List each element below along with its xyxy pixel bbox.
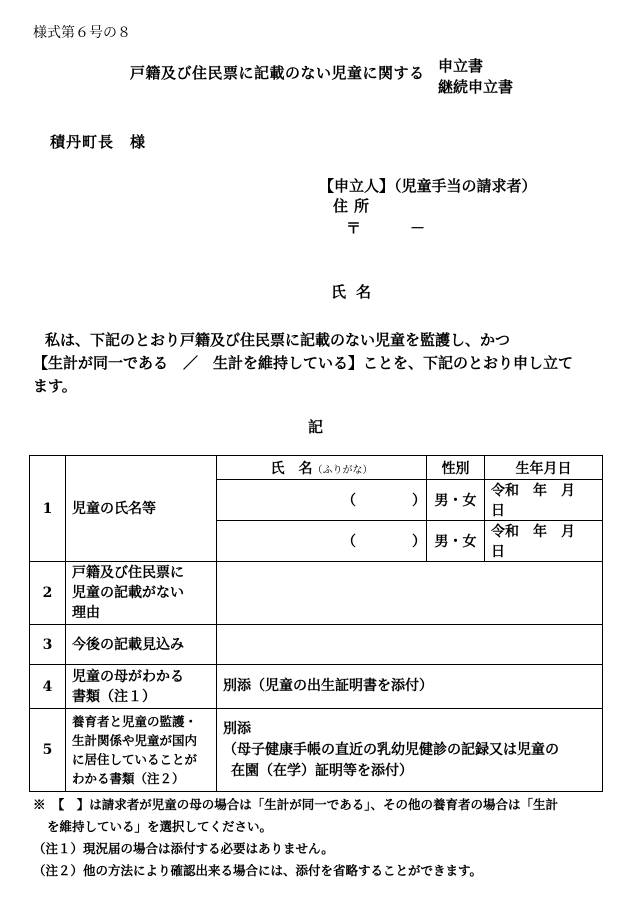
label-line: 児童の母がわかる [72, 668, 184, 685]
table-row [30, 709, 603, 792]
kana-parentheses: （ ） [342, 493, 426, 509]
label-line: に居住していることが [72, 752, 198, 767]
ki-heading: 記 [308, 418, 324, 436]
content-line: 別添 [223, 720, 251, 737]
table-row [30, 562, 603, 625]
label-line: 児童の記載がない [72, 585, 184, 601]
label-line: 生計関係や児童が国内 [72, 733, 198, 748]
note-line: （注２）他の方法により確認出来る場合には、添付を省略することができます。 [33, 863, 483, 878]
postal-dash: － [410, 219, 426, 237]
statement-line-1: 私は、下記のとおり戸籍及び住民票に記載のない児童を監護し、かつ [45, 331, 511, 349]
row-label-future-prospect: 今後の記載見込み [66, 625, 217, 665]
row-label-mother-docs [66, 665, 217, 709]
reason-field[interactable] [217, 562, 603, 625]
mother-docs-content: 別添（児童の出生証明書を添付） [217, 665, 603, 709]
note-line: ※ 【 】は請求者が児童の母の場合は「生計が同一である」、その他の養育者の場合は「生計 [33, 797, 559, 812]
statement-text [33, 329, 608, 398]
col-header-birthdate: 生年月日 [485, 456, 603, 480]
note-line: を維持している」を選択してください。 [47, 819, 273, 834]
doc-type-continuation: 継続申立書 [438, 78, 514, 96]
content-line: （母子健康手帳の直近の乳幼児健診の記録又は児童の [223, 741, 559, 758]
gender-choice[interactable]: 男・女 [427, 521, 485, 562]
label-line: わかる書類（注２） [72, 771, 185, 786]
kana-parentheses: （ ） [342, 534, 426, 550]
applicant-heading: 【申立人】（児童手当の請求者） [319, 177, 537, 195]
row-number: 5 [30, 709, 66, 792]
row-number: 4 [30, 665, 66, 709]
document-title: 戸籍及び住民票に記載のない児童に関する [130, 64, 425, 82]
row-number: 3 [30, 625, 66, 665]
form-number: 様式第６号の８ [33, 25, 131, 41]
postal-mark: 〒 [346, 219, 362, 237]
notes [33, 794, 608, 882]
col-header-name [217, 456, 427, 480]
label-line: 養育者と児童の監護・ [72, 714, 198, 729]
label-line: 理由 [72, 605, 100, 621]
row-label-reason [66, 562, 217, 625]
row-label-custody-docs [66, 709, 217, 792]
birthdate-field[interactable]: 令和 年 月 日 [485, 480, 603, 521]
gender-choice[interactable]: 男・女 [427, 480, 485, 521]
custody-docs-content [217, 709, 603, 792]
doc-type-application: 申立書 [438, 57, 484, 75]
col-name-text: 氏 名 [270, 460, 313, 477]
birthdate-field[interactable]: 令和 年 月 日 [485, 521, 603, 562]
table-row [30, 625, 603, 665]
name-label: 氏名 [331, 283, 382, 301]
label-line: 戸籍及び住民票に [72, 565, 184, 581]
label-line: 書類（注１） [72, 688, 156, 705]
child-name-field[interactable] [217, 480, 427, 521]
row-label-child-name: 児童の氏名等 [66, 456, 217, 562]
row-number: 1 [30, 456, 66, 562]
col-name-kana: （ふりがな） [312, 464, 373, 476]
statement-line-2: 【生計が同一である ／ 生計を維持している】ことを、下記のとおり申し立て [33, 354, 574, 372]
note-line: （注１）現況届の場合は添付する必要はありません。 [33, 841, 334, 856]
table-row [30, 665, 603, 709]
statement-line-3: ます。 [33, 377, 77, 395]
addressee: 積丹町長 様 [50, 133, 147, 151]
col-header-gender: 性別 [427, 456, 485, 480]
table-header-row [30, 456, 603, 480]
details-table [29, 455, 603, 792]
content-line: 在園（在学）証明等を添付） [231, 762, 413, 779]
row-number: 2 [30, 562, 66, 625]
child-name-field[interactable] [217, 521, 427, 562]
address-label: 住所 [333, 197, 376, 215]
future-prospect-field[interactable] [217, 625, 603, 665]
